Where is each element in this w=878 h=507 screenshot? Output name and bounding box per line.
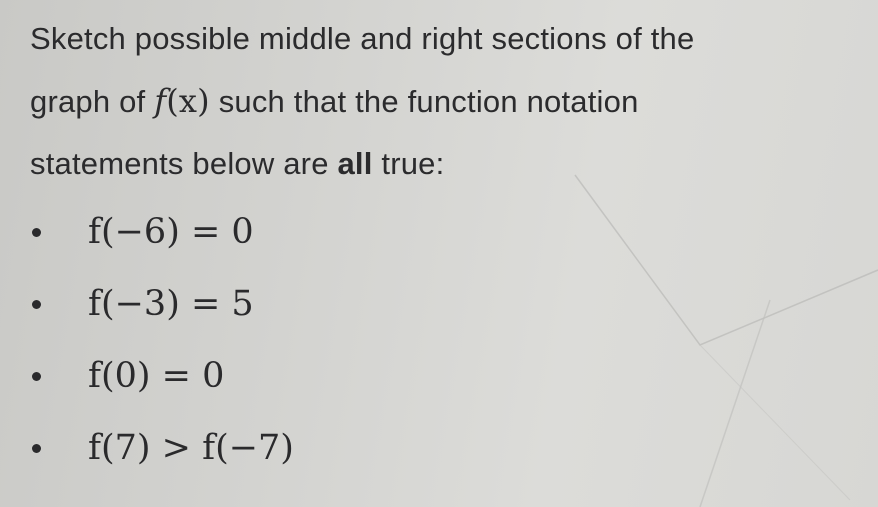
bullet-icon — [32, 372, 41, 381]
bullet-icon — [32, 228, 41, 237]
statement-item — [30, 412, 630, 484]
statement-item — [30, 340, 630, 412]
statement-list — [30, 196, 630, 484]
instruction-paragraph — [30, 8, 870, 195]
instruction-text-statements: statements below are — [30, 146, 329, 181]
function-notation: f(x) — [154, 82, 210, 120]
emphasis-all: all — [337, 146, 373, 181]
bullet-icon — [32, 444, 41, 453]
statement-text: f(0) = 0 — [88, 356, 225, 396]
instruction-text-graph-of: graph of — [30, 84, 146, 119]
statement-item — [30, 196, 630, 268]
statement-text: f(−3) = 5 — [88, 284, 254, 324]
bullet-icon — [32, 300, 41, 309]
instruction-text-such-that: such that the function notation — [218, 84, 639, 119]
statement-text: f(7) > f(−7) — [88, 428, 294, 468]
instruction-text-true: true: — [381, 146, 445, 181]
instruction-line-1: Sketch possible middle and right sections of the — [30, 21, 695, 56]
statement-text: f(−6) = 0 — [88, 212, 254, 252]
statement-item — [30, 268, 630, 340]
